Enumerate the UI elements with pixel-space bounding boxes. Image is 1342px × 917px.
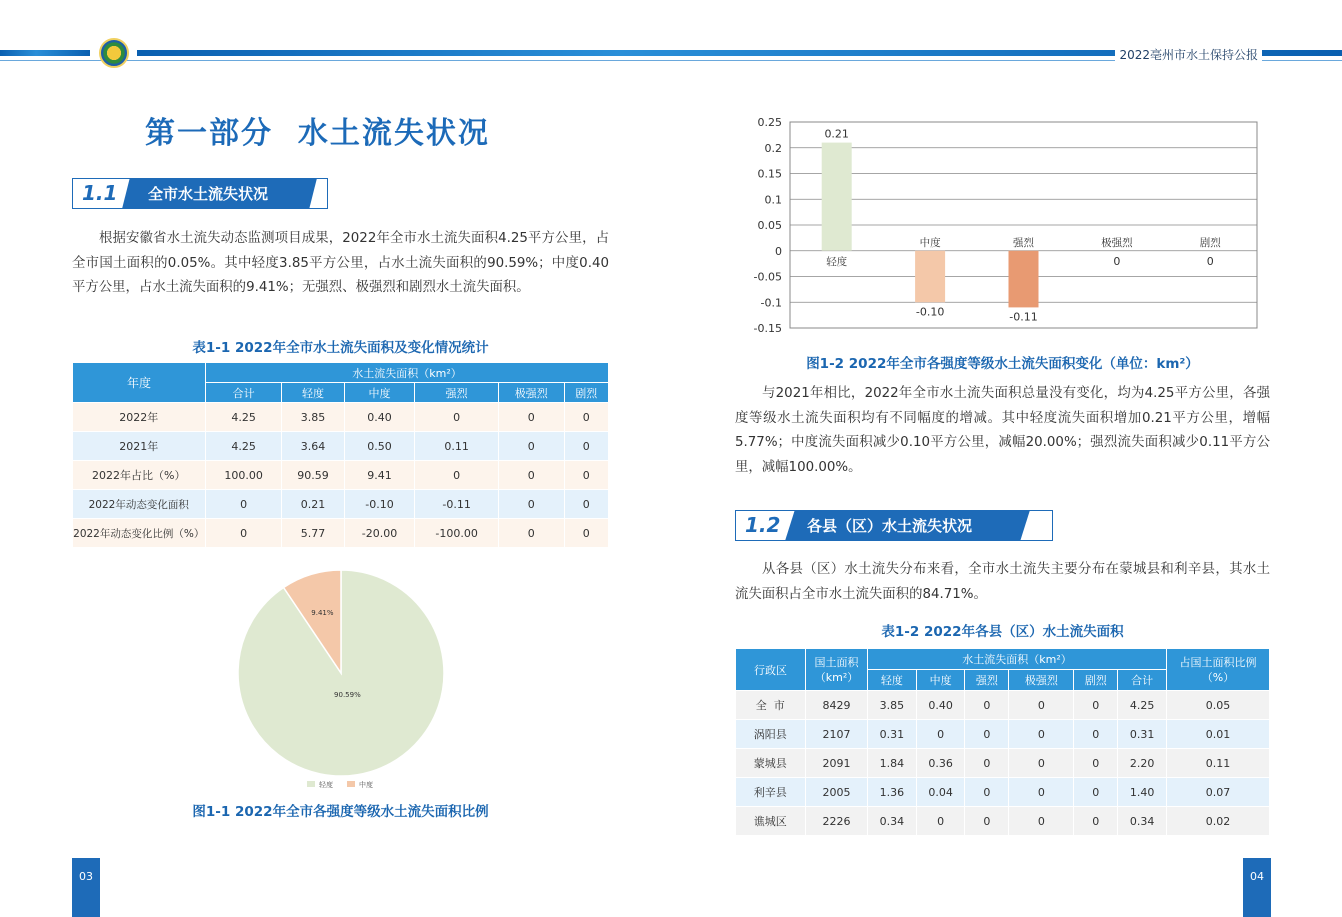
land-area-cell: 2091 bbox=[806, 749, 868, 778]
table-1-1 bbox=[72, 362, 609, 548]
ratio-cell: 0.01 bbox=[1167, 720, 1270, 749]
column-header: 强烈 bbox=[415, 383, 499, 403]
region-cell: 涡阳县 bbox=[736, 720, 806, 749]
header-erosion-area: 水土流失面积（km²） bbox=[868, 649, 1167, 670]
header-title: 2022亳州市水土保持公报 bbox=[1115, 46, 1262, 63]
table-1-2 bbox=[735, 648, 1270, 836]
table-cell: 1.36 bbox=[868, 778, 917, 807]
header-ratio-line1: 占国土面积比例 bbox=[1179, 655, 1257, 669]
table-cell: 0 bbox=[1009, 691, 1074, 720]
column-header: 中度 bbox=[344, 383, 414, 403]
ratio-cell: 0.11 bbox=[1167, 749, 1270, 778]
y-tick-label: 0.05 bbox=[757, 219, 782, 232]
ratio-cell: 0.05 bbox=[1167, 691, 1270, 720]
figure-1-2-caption: 图1-2 2022年全市各强度等级水土流失面积变化（单位：km²） bbox=[806, 356, 1199, 372]
land-area-cell: 2005 bbox=[806, 778, 868, 807]
table-cell: 5.77 bbox=[282, 519, 345, 548]
table-cell: 1.40 bbox=[1118, 778, 1167, 807]
bar-1 bbox=[915, 251, 945, 303]
column-header: 剧烈 bbox=[564, 383, 608, 403]
bar-chart bbox=[735, 112, 1275, 340]
category-label: 极强烈 bbox=[1101, 236, 1133, 249]
table-cell: 0 bbox=[1009, 749, 1074, 778]
bar-value-label: 0.21 bbox=[824, 127, 849, 141]
column-header: 轻度 bbox=[282, 383, 345, 403]
table-cell: 1.84 bbox=[868, 749, 917, 778]
y-tick-label: 0 bbox=[775, 244, 782, 258]
ratio-cell: 0.07 bbox=[1167, 778, 1270, 807]
land-area-cell: 2226 bbox=[806, 807, 868, 836]
table-cell: 0 bbox=[916, 807, 965, 836]
table-cell: 0.34 bbox=[1118, 807, 1167, 836]
table-row bbox=[73, 432, 609, 461]
table-cell: 0 bbox=[965, 807, 1009, 836]
table-cell: 0 bbox=[206, 519, 282, 548]
page-number-right: 04 bbox=[1243, 858, 1271, 917]
table-cell: 0 bbox=[1074, 749, 1118, 778]
column-header: 剧烈 bbox=[1074, 670, 1118, 691]
table-cell: 4.25 bbox=[206, 432, 282, 461]
row-label: 2022年占比（%） bbox=[73, 461, 206, 490]
legend-label: 中度 bbox=[359, 781, 373, 789]
table-cell: -20.00 bbox=[344, 519, 414, 548]
table-cell: 0 bbox=[965, 720, 1009, 749]
table-cell: 0 bbox=[1009, 807, 1074, 836]
column-header: 轻度 bbox=[868, 670, 917, 691]
table-row bbox=[736, 720, 1270, 749]
section-title: 全市水土流失状况 bbox=[148, 185, 269, 203]
table-cell: 0 bbox=[206, 490, 282, 519]
table-cell: 100.00 bbox=[206, 461, 282, 490]
table-cell: -100.00 bbox=[415, 519, 499, 548]
table-cell: 0.40 bbox=[344, 403, 414, 432]
header-band-left bbox=[0, 50, 90, 56]
bar-value-label: -0.10 bbox=[915, 305, 945, 319]
column-header: 合计 bbox=[206, 383, 282, 403]
y-tick-label: -0.1 bbox=[760, 296, 782, 310]
table-row bbox=[73, 403, 609, 432]
table-cell: 0 bbox=[564, 519, 608, 548]
region-cell: 谯城区 bbox=[736, 807, 806, 836]
column-header: 极强烈 bbox=[499, 383, 565, 403]
table-cell: 0.04 bbox=[916, 778, 965, 807]
y-tick-label: -0.15 bbox=[753, 322, 782, 335]
section-number: 1.2 bbox=[745, 513, 781, 537]
table-cell: 0 bbox=[499, 432, 565, 461]
column-header: 合计 bbox=[1118, 670, 1167, 691]
table-row bbox=[736, 749, 1270, 778]
column-header: 强烈 bbox=[965, 670, 1009, 691]
section-heading-1-1 bbox=[72, 178, 330, 209]
table-cell: 0 bbox=[564, 490, 608, 519]
table-cell: 0 bbox=[564, 403, 608, 432]
table-1-1-caption: 表1-1 2022年全市水土流失面积及变化情况统计 bbox=[192, 340, 489, 356]
header-erosion-area: 水土流失面积（km²） bbox=[206, 363, 609, 383]
page-number-left: 03 bbox=[72, 858, 100, 917]
header-year: 年度 bbox=[73, 363, 206, 403]
table-cell: 3.85 bbox=[282, 403, 345, 432]
table-cell: 2.20 bbox=[1118, 749, 1167, 778]
legend-label: 轻度 bbox=[319, 781, 333, 789]
region-cell: 利辛县 bbox=[736, 778, 806, 807]
bar-value-label: -0.11 bbox=[1009, 310, 1038, 324]
y-tick-label: 0.25 bbox=[757, 116, 782, 129]
legend-swatch bbox=[347, 781, 355, 787]
header-region: 行政区 bbox=[736, 649, 806, 691]
bar-2 bbox=[1009, 251, 1039, 308]
table-cell: 0.31 bbox=[868, 720, 917, 749]
table-cell: 0.50 bbox=[344, 432, 414, 461]
county-paragraph: 从各县（区）水土流失分布来看，全市水土流失主要分布在蒙城县和利辛县，其水土流失面积占全市水土流失面积的84.71%。 bbox=[735, 562, 1270, 602]
row-label: 2022年动态变化比例（%） bbox=[73, 519, 206, 548]
table-cell: 0.34 bbox=[868, 807, 917, 836]
part-title: 第一部分 水土流失状况 bbox=[145, 116, 490, 151]
table-cell: -0.11 bbox=[415, 490, 499, 519]
change-paragraph: 与2021年相比，2022年全市水土流失面积总量没有变化，均为4.25平方公里，各强度等级水土流失面积均有不同幅度的增减。其中轻度流失面积增加0.21平方公里，增幅5.77%；中度流失面积减少0.10平方公里，减幅20.00%；强烈流失面积减少0.11平方公里，减幅100.00%。 bbox=[735, 386, 1270, 475]
table-row bbox=[736, 778, 1270, 807]
y-tick-label: 0.2 bbox=[764, 141, 782, 155]
table-cell: 0 bbox=[564, 461, 608, 490]
pie-data-label: 90.59% bbox=[334, 691, 361, 700]
table-row bbox=[736, 691, 1270, 720]
table-cell: 4.25 bbox=[206, 403, 282, 432]
row-label: 2022年动态变化面积 bbox=[73, 490, 206, 519]
table-cell: 0 bbox=[965, 778, 1009, 807]
table-cell: 0 bbox=[1009, 720, 1074, 749]
table-cell: 0 bbox=[965, 749, 1009, 778]
header-land-area-line1: 国土面积 bbox=[814, 655, 859, 669]
region-cell: 蒙城县 bbox=[736, 749, 806, 778]
bar-0 bbox=[822, 143, 852, 251]
table-cell: 0 bbox=[415, 403, 499, 432]
header-land-area bbox=[806, 649, 868, 691]
category-label: 剧烈 bbox=[1199, 236, 1221, 249]
table-cell: 0 bbox=[1074, 720, 1118, 749]
table-cell: 0.40 bbox=[916, 691, 965, 720]
table-cell: 0 bbox=[499, 403, 565, 432]
section-number: 1.1 bbox=[82, 181, 118, 205]
legend-swatch bbox=[307, 781, 315, 787]
table-cell: 0 bbox=[1074, 778, 1118, 807]
y-tick-label: -0.05 bbox=[753, 270, 782, 284]
y-tick-label: 0.15 bbox=[757, 167, 782, 181]
y-tick-label: 0.1 bbox=[764, 193, 782, 207]
table-row bbox=[73, 461, 609, 490]
column-header: 极强烈 bbox=[1009, 670, 1074, 691]
column-header: 中度 bbox=[916, 670, 965, 691]
table-row bbox=[736, 807, 1270, 836]
pie-data-label: 9.41% bbox=[311, 608, 334, 617]
ratio-cell: 0.02 bbox=[1167, 807, 1270, 836]
section-heading-1-2 bbox=[735, 510, 1055, 541]
category-label: 轻度 bbox=[826, 255, 848, 268]
region-cell: 全 市 bbox=[736, 691, 806, 720]
figure-1-1-caption: 图1-1 2022年全市各强度等级水土流失面积比例 bbox=[192, 804, 489, 820]
table-cell: 0.31 bbox=[1118, 720, 1167, 749]
table-cell: 0.36 bbox=[916, 749, 965, 778]
header-land-area-line2: （km²） bbox=[814, 670, 859, 684]
land-area-cell: 2107 bbox=[806, 720, 868, 749]
table-cell: 0 bbox=[1074, 807, 1118, 836]
header-ratio bbox=[1167, 649, 1270, 691]
table-1-2-caption: 表1-2 2022年各县（区）水土流失面积 bbox=[881, 624, 1124, 640]
table-cell: 90.59 bbox=[282, 461, 345, 490]
row-label: 2021年 bbox=[73, 432, 206, 461]
table-row bbox=[73, 519, 609, 548]
table-cell: 0 bbox=[1074, 691, 1118, 720]
table-cell: 0.21 bbox=[282, 490, 345, 519]
table-cell: 3.64 bbox=[282, 432, 345, 461]
section-title: 各县（区）水土流失状况 bbox=[807, 517, 973, 535]
land-area-cell: 8429 bbox=[806, 691, 868, 720]
table-cell: 0.11 bbox=[415, 432, 499, 461]
table-cell: -0.10 bbox=[344, 490, 414, 519]
table-cell: 0 bbox=[916, 720, 965, 749]
bar-value-label: 0 bbox=[1206, 254, 1214, 268]
logo-emblem bbox=[99, 38, 129, 68]
table-cell: 0 bbox=[564, 432, 608, 461]
bar-value-label: 0 bbox=[1113, 254, 1121, 268]
table-cell: 9.41 bbox=[344, 461, 414, 490]
table-cell: 0 bbox=[1009, 778, 1074, 807]
table-row bbox=[73, 490, 609, 519]
header-ratio-line2: （%） bbox=[1201, 670, 1235, 684]
pie-chart bbox=[226, 565, 456, 793]
table-cell: 0 bbox=[965, 691, 1009, 720]
category-label: 中度 bbox=[919, 236, 941, 249]
category-label: 强烈 bbox=[1013, 236, 1034, 249]
table-cell: 3.85 bbox=[868, 691, 917, 720]
table-cell: 0 bbox=[499, 461, 565, 490]
table-cell: 0 bbox=[499, 519, 565, 548]
table-cell: 0 bbox=[415, 461, 499, 490]
table-cell: 4.25 bbox=[1118, 691, 1167, 720]
table-cell: 0 bbox=[499, 490, 565, 519]
intro-paragraph: 根据安徽省水土流失动态监测项目成果，2022年全市水土流失面积4.25平方公里，占全市国土面积的0.05%。其中轻度3.85平方公里，占水土流失面积的90.59%；中度0.40平方公里，占水土流失面积的9.41%；无强烈、极强烈和剧烈水土流失面积。 bbox=[72, 231, 609, 295]
row-label: 2022年 bbox=[73, 403, 206, 432]
